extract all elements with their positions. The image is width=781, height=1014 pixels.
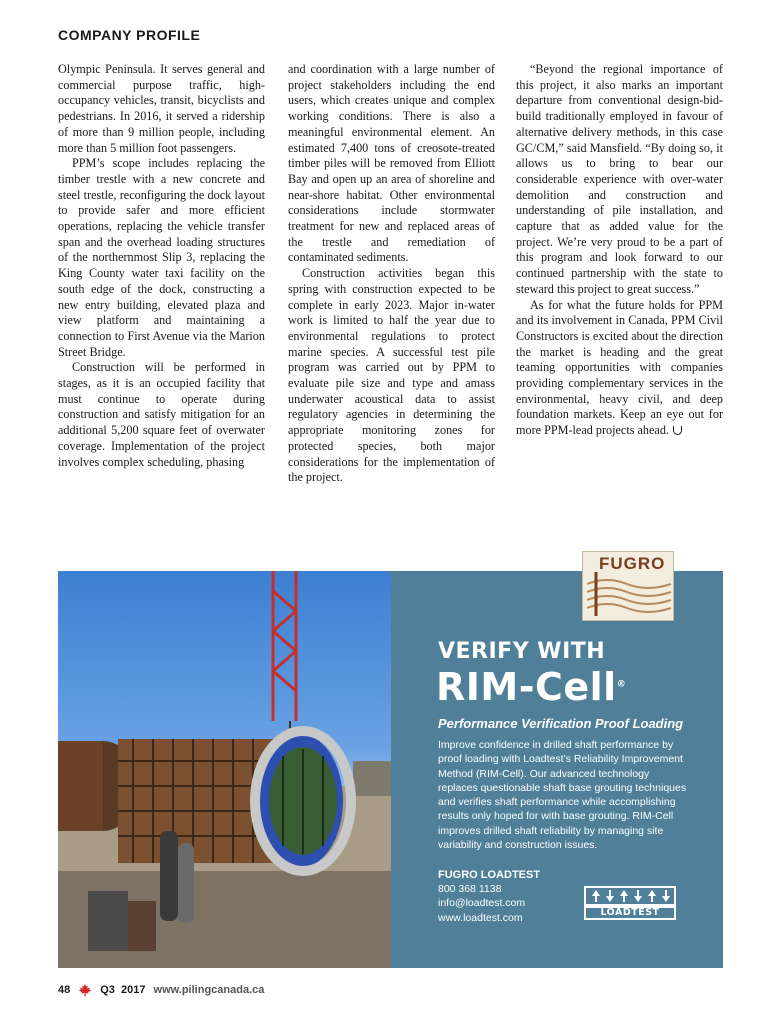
loadtest-arrows-icon [584, 886, 676, 906]
article-column-2 [288, 62, 495, 486]
fugro-logo-wave-icon [583, 572, 675, 622]
ad-headline: VERIFY WITH [438, 639, 606, 664]
paragraph: “Beyond the regional importance of this project, it also marks an important departure from conventional design-bid-build traditionally employed in favour of alternative delivery methods, in this case GC/CM,” said Mansfield. “By doing so, it allows us to bring to bear our considerable experience with over-water demolition and construction and understanding of pile installation, and capture that as added value for the project. We’re very proud to be a part of this program and look forward to our continued partnership with the state to steward this project to great success.” [516, 62, 723, 296]
last-paragraph [516, 298, 723, 439]
article-column-3 [516, 62, 723, 439]
ad-website[interactable]: www.loadtest.com [438, 911, 523, 924]
paragraph: Construction will be performed in stages, as it is an occupied facility that must continue to operate during construction and satisfy mitigation for an additional 5,200 square feet of overwater coverage. Implementation of the project involves complex scheduling, phasing [58, 360, 265, 469]
paragraph: PPM’s scope includes replacing the timber trestle with a new concrete and steel trestle, reconfiguring the dock layout to provide safer and more efficient operations, replacing the vehicle transfer span and the overhead loading structures of the northernmost Slip 3, replacing the King County water taxi facility on the south edge of the dock, constructing a new entry building, elevated plaza and view platform and maintaining a connection to First Avenue via the Marion Street Bridge. [58, 156, 265, 359]
ad-phone: 800 368 1138 [438, 883, 502, 895]
photo-illustration [58, 571, 391, 968]
advertisement [58, 554, 723, 968]
ad-subheading: Performance Verification Proof Loading [438, 716, 684, 731]
registered-mark: ® [616, 679, 627, 690]
ad-email[interactable]: info@loadtest.com [438, 897, 526, 910]
section-label: COMPANY PROFILE [58, 27, 201, 43]
product-name-text: RIM-Cell [436, 665, 617, 709]
ad-product-name [436, 665, 626, 709]
footer-url[interactable]: www.pilingcanada.ca [153, 984, 265, 996]
paragraph: Construction activities began this spring with construction expected to be complete in early 2023. Major in-water work is limited to half the year due to environmental regulations to protect marine species. A successful test pile program was carried out by PPM to evaluate pile size and type and amass underwater acoustical data to assist regulatory agencies in determining the appropriate monitoring zones for protected species, both major considerations for the implementation of the project. [288, 266, 495, 485]
ad-contact-info [438, 882, 525, 925]
loadtest-logo [584, 886, 676, 920]
fugro-logo-text: FUGRO [599, 554, 666, 573]
page-number: 48 [58, 984, 71, 996]
issue-date: Q3 2017 [100, 984, 146, 996]
paragraph-text: As for what the future holds for PPM and its involvement in Canada, PPM Civil Constructors is excited about the direction the market is heading and the great teaming opportunities with companies providing complementary services in the environmental, heavy civil, and deep foundation markets. Keep an eye out for more PPM-lead projects ahead. [516, 297, 723, 438]
fugro-logo [582, 551, 674, 621]
article-column-1 [58, 62, 265, 470]
maple-leaf-icon [78, 983, 92, 997]
construction-site-photo [58, 571, 391, 968]
paragraph: and coordination with a large number of project stakeholders including the end users, which creates unique and complex working conditions. There is also a meaningful environmental element. An estimated 7,400 tons of creosote-treated timber piles will be removed from Elliott Bay and open up an area of shoreline and near-shore habitat. Other environmental considerations include stormwater treatment for new and replaced areas of the trestle and remediation of contaminated sediments. [288, 62, 495, 265]
paragraph: Olympic Peninsula. It serves general and commercial purpose traffic, high-occupancy vehicles, transit, bicyclists and pedestrians. In 2016, it served a ridership of more than 9 million people, including more than 5 million foot passengers. [58, 62, 265, 155]
ad-company-name: FUGRO LOADTEST [438, 869, 541, 881]
page-footer [58, 983, 264, 997]
ad-body-text: Improve confidence in drilled shaft performance by proof loading with Loadtest’s Reliability Improvement Method (RIM-Cell). Our advanced technology replaces questionable shaft base grouting techniques and verifies shaft performance while accomplishing results only hoped for with base grouting. RIM-Cell improves drilled shaft reliability by managing site variability and construction issues. [438, 739, 687, 852]
end-of-article-icon [673, 426, 682, 435]
loadtest-logo-text: LOADTEST [584, 906, 676, 920]
